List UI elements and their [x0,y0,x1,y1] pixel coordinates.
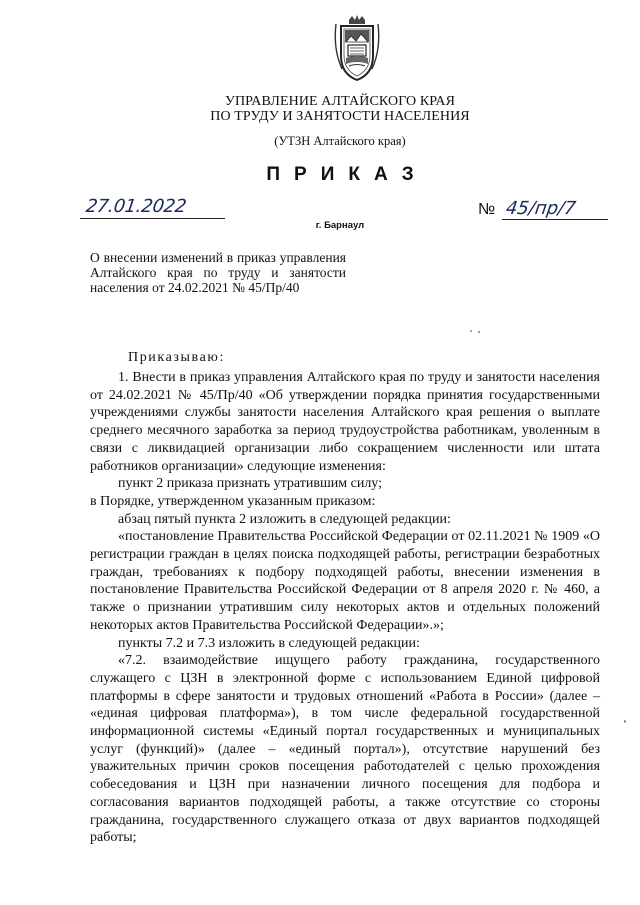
city-label: г. Барнаул [315,220,365,231]
organization-name [180,94,500,124]
scan-speck [624,720,626,723]
body-paragraph: «постановление Правительства Российской Федерации от 02.11.2021 № 1909 «О регистрации граждан в целях поиска подходящей работы, регистрации безработных граждан, требованиях к подбору подходящей работы, внесении изменения в постановление Правительства Российской Федерации от 8 апреля 2020 г. № 460, а также о признании утратившим силу некоторых актов и отдельных положений некоторых актов Правительства Российской Федерации».»; [90,529,600,633]
body-paragraph: «7.2. взаимодействие ищущего работу гражданина, государственного служащего с ЦЗН в электронной форме с использованием Единой цифровой платформы в сфере занятости и трудовых отношений «Работа в России» (далее – «единая цифровая платформа»), в том числе федеральной государственной информационной системы «Единый портал государственных и муниципальных услуг (функций)» (далее – «единый портал»), отсутствие нарушений без уважительных причин сроков посещения работодателей с целью прохождения собеседования и ЦЗН при назначении личного посещения для подбора и согласования вариантов подходящей работы, а также отсутствие со стороны гражданина, государственного служащего отказа от двух вариантов подходящей работы; [90,653,600,846]
date-field [80,196,225,219]
scan-speck [478,331,480,333]
document-subject [90,250,346,295]
scan-speck [470,330,472,332]
org-name-line2: ПО ТРУДУ И ЗАНЯТОСТИ НАСЕЛЕНИЯ [210,109,470,124]
decree-heading: Приказываю: [128,350,225,365]
document-type-title: ПРИКАЗ [266,164,428,185]
number-sign: № [478,201,496,218]
body-paragraph: абзац пятый пункта 2 изложить в следующей редакции: [118,511,451,527]
handwritten-number: 45/пр/7 [504,198,578,219]
body-paragraph: 1. Внести в приказ управления Алтайского края по труду и занятости населения от 24.02.2021 № 45/Пр/40 «Об утверждении порядка принятия государственными учреждениями службы занятости населения Алтайского края решения о выплате среднего месячного заработка за период трудоустройства работникам, уволенным в связи с ликвидацией организации либо сокращением численности или штата работников организации» следующие изменения: [90,370,600,474]
number-underline [502,219,608,220]
body-paragraph: пункты 7.2 и 7.3 изложить в следующей редакции: [118,635,420,651]
organization-abbreviation: (УТЗН Алтайского края) [274,134,406,148]
org-name-line1: УПРАВЛЕНИЕ АЛТАЙСКОГО КРАЯ [224,94,456,109]
handwritten-date: 27.01.2022 [84,196,188,217]
subject-text: О внесении изменений в приказ управления Алтайского края по труду и занятости населения от 24.02.2021 № 45/Пр/40 [90,250,346,295]
coat-of-arms-icon [332,14,382,84]
document-body [90,369,600,847]
number-field [478,200,608,220]
body-paragraph: пункт 2 приказа признать утратившим силу; [118,476,383,492]
body-paragraph: в Порядке, утвержденном указанным приказом: [90,493,376,509]
